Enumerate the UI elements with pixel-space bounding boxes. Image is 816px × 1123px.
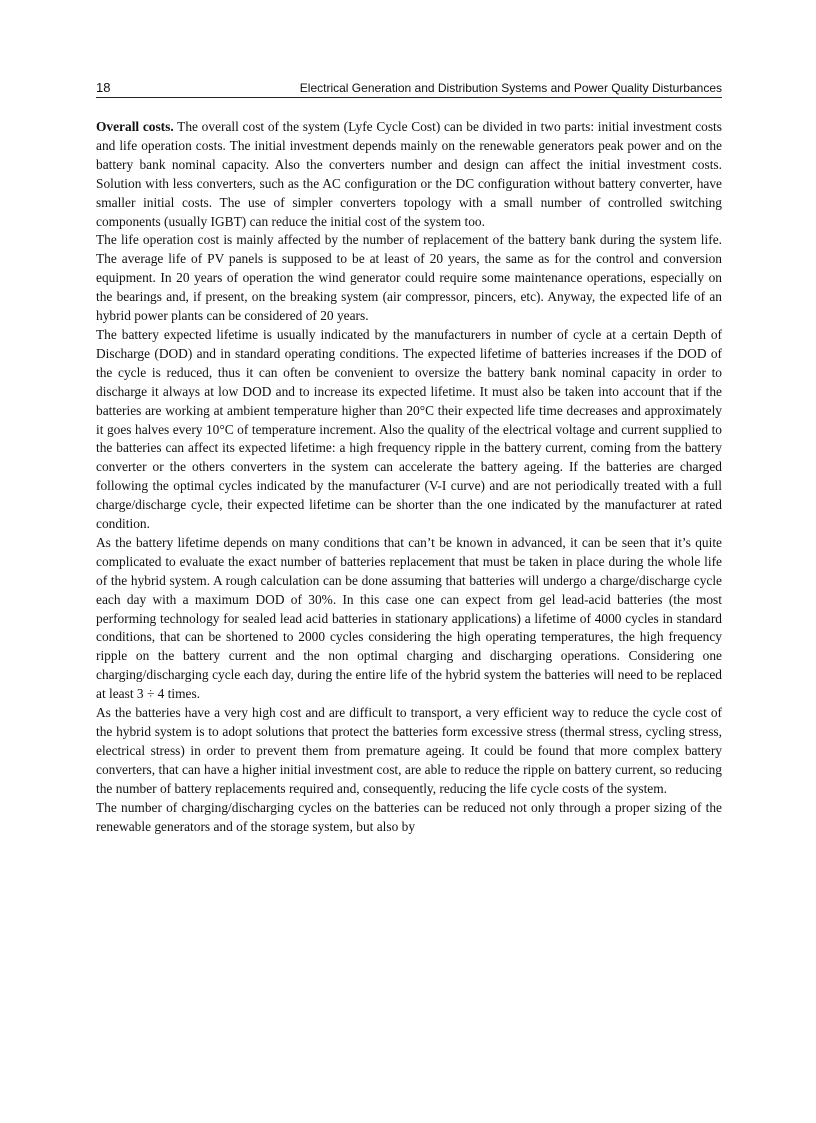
paragraph-cycle-reduction: The number of charging/discharging cycles on the batteries can be reduced not only through a proper sizing of the renewable generators and of the storage system, but also by	[96, 799, 722, 834]
page-number: 18	[96, 80, 111, 95]
body-text	[96, 118, 722, 836]
running-title: Electrical Generation and Distribution Systems and Power Quality Disturbances	[299, 81, 722, 95]
paragraph-replacement-estimate: As the battery lifetime depends on many conditions that can’t be known in advanced, it can be seen that it’s quite complicated to evaluate the exact number of batteries replacement that must be taken in place during the whole life of the hybrid system. A rough calculation can be done assuming that batteries will undergo a charge/discharge cycle each day with a maximum DOD of 30%. In this case one can expect from gel lead-acid batteries (the most performing technology for sealed lead acid batteries in stationary applications) a lifetime of 4000 cycles in standard conditions, that can be shortened to 2000 cycles considering the high operating temperatures, the high frequency ripple on the battery current and the non optimal charging and discharging operations. Considering one charging/discharging cycle each day, during the entire life of the hybrid system the batteries will need to be replaced at least 3 ÷ 4 times.	[96, 534, 722, 702]
paragraph-lead-heading: Overall costs.	[96, 119, 174, 134]
paragraph-battery-protection: As the batteries have a very high cost and are difficult to transport, a very efficient way to reduce the cycle cost of the hybrid system is to adopt solutions that protect the batteries form excessive stress (thermal stress, cycling stress, electrical stress) in order to prevent them from premature ageing. It could be found that more complex battery converters, that can have a higher initial investment cost, are able to reduce the ripple on battery current, so reducing the number of battery replacements required and, consequently, reducing the life cycle costs of the system.	[96, 705, 722, 796]
running-header	[96, 80, 722, 97]
paragraph-battery-lifetime: The battery expected lifetime is usually indicated by the manufacturers in number of cycle at a certain Depth of Discharge (DOD) and in standard operating conditions. The expected lifetime of batteries increases if the DOD of the cycle is reduced, thus it can often be convenient to oversize the battery bank nominal capacity in order to discharge it always at low DOD and to increase its expected lifetime. It must also be taken into account that if the batteries are working at ambient temperature higher than 20°C their expected life time decreases and approximately it goes halves every 10°C of temperature increment. Also the quality of the electrical voltage and current supplied to the batteries can affect its expected lifetime: a high frequency ripple in the battery current, coming from the battery converter or the others converters in the system can accelerate the battery ageing. If the batteries are charged following the optimal cycles indicated by the manufacturer (V-I curve) and are not periodically treated with a full charge/discharge cycle, their expected lifetime can be shorter than the one indicated by the manufacturer at rated condition.	[96, 326, 722, 532]
header-rule	[96, 97, 722, 98]
paragraph-life-operation-cost: The life operation cost is mainly affected by the number of replacement of the battery bank during the system life. The average life of PV panels is supposed to be at least of 20 years, the same as for the control and conversion equipment. In 20 years of operation the wind generator could require some maintenance operations, especially on the bearings and, if present, on the breaking system (air compressor, pincers, etc). Anyway, the expected life of an hybrid power plants can be considered of 20 years.	[96, 232, 722, 324]
paragraph-overall-costs	[96, 118, 722, 231]
paragraph-text: The overall cost of the system (Lyfe Cycle Cost) can be divided in two parts: initial investment costs and life operation costs. The initial investment depends mainly on the renewable generators peak power and on the battery bank nominal capacity. Also the converters number and design can affect the initial investment costs. Solution with less converters, such as the AC configuration or the DC configuration without battery converter, have smaller initial costs. The use of simpler converters topology with a small number of controlled switching components (usually IGBT) can reduce the initial cost of the system too.	[96, 119, 722, 229]
